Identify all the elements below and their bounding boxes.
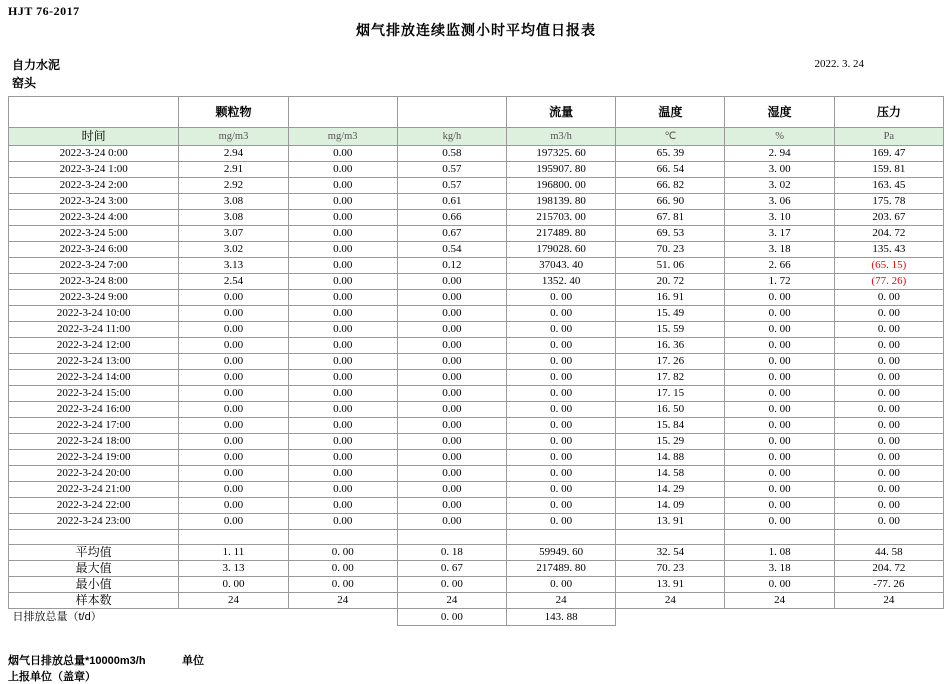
summary-value: 13. 91 xyxy=(616,577,725,593)
row-value: 0.00 xyxy=(179,370,288,386)
row-value: 198139. 80 xyxy=(507,194,616,210)
total-value xyxy=(725,609,834,626)
row-value: 0. 00 xyxy=(507,514,616,530)
row-value: 0. 00 xyxy=(725,370,834,386)
row-value: (65. 15) xyxy=(834,258,943,274)
row-value: 0.00 xyxy=(397,434,506,450)
row-value: 195907. 80 xyxy=(507,162,616,178)
row-time: 2022-3-24 22:00 xyxy=(9,498,179,514)
row-value: 0. 00 xyxy=(507,482,616,498)
row-value: 0.66 xyxy=(397,210,506,226)
summary-value: 24 xyxy=(397,593,506,609)
row-time: 2022-3-24 2:00 xyxy=(9,178,179,194)
unit-cell: kg/h xyxy=(397,128,506,146)
row-value: 0.00 xyxy=(288,306,397,322)
table-row xyxy=(9,354,944,370)
table-summary-row xyxy=(9,577,944,593)
row-value: 3.08 xyxy=(179,210,288,226)
group-header-cell: 湿度 xyxy=(725,97,834,128)
row-value: 169. 47 xyxy=(834,146,943,162)
row-value: 0.00 xyxy=(288,146,397,162)
table-row xyxy=(9,514,944,530)
row-value: 0.00 xyxy=(397,482,506,498)
table-row xyxy=(9,274,944,290)
unit-cell: m3/h xyxy=(507,128,616,146)
site-name: 窑头 xyxy=(12,76,37,90)
table-row xyxy=(9,178,944,194)
row-value: 0.00 xyxy=(288,194,397,210)
row-value: 0. 00 xyxy=(834,402,943,418)
row-value: 159. 81 xyxy=(834,162,943,178)
row-value: 15. 49 xyxy=(616,306,725,322)
row-value: 0.00 xyxy=(179,338,288,354)
group-header-cell: 流量 xyxy=(507,97,616,128)
group-header-cell xyxy=(288,97,397,128)
row-value: 14. 29 xyxy=(616,482,725,498)
row-value: 0.00 xyxy=(179,482,288,498)
table-row xyxy=(9,482,944,498)
row-value: 66. 90 xyxy=(616,194,725,210)
row-value: 37043. 40 xyxy=(507,258,616,274)
summary-value: 44. 58 xyxy=(834,545,943,561)
summary-value: 0. 67 xyxy=(397,561,506,577)
row-value: 0. 00 xyxy=(725,386,834,402)
table-row xyxy=(9,146,944,162)
row-value: 0. 00 xyxy=(725,466,834,482)
row-value: 0.00 xyxy=(397,274,506,290)
row-value: 0.57 xyxy=(397,162,506,178)
row-time: 2022-3-24 1:00 xyxy=(9,162,179,178)
row-value: 0. 00 xyxy=(507,386,616,402)
row-value: 0. 00 xyxy=(834,322,943,338)
emission-report-table xyxy=(8,96,944,626)
spacer-cell xyxy=(397,530,506,545)
row-value: 15. 84 xyxy=(616,418,725,434)
row-value: 0. 00 xyxy=(507,338,616,354)
row-value: 0.00 xyxy=(397,450,506,466)
total-value: 143. 88 xyxy=(507,609,616,626)
row-value: 0. 00 xyxy=(507,466,616,482)
row-value: 0. 00 xyxy=(725,402,834,418)
row-value: 0.00 xyxy=(397,386,506,402)
table-row xyxy=(9,450,944,466)
row-value: 0.00 xyxy=(397,322,506,338)
summary-value: 0. 00 xyxy=(725,577,834,593)
row-time: 2022-3-24 8:00 xyxy=(9,274,179,290)
row-value: 196800. 00 xyxy=(507,178,616,194)
row-value: 0.00 xyxy=(288,274,397,290)
row-time: 2022-3-24 13:00 xyxy=(9,354,179,370)
unit-cell: Pa xyxy=(834,128,943,146)
row-value: 17. 82 xyxy=(616,370,725,386)
row-value: 0.00 xyxy=(288,354,397,370)
row-value: 0.00 xyxy=(288,418,397,434)
row-value: 0.00 xyxy=(397,306,506,322)
row-value: 14. 58 xyxy=(616,466,725,482)
summary-value: 0. 00 xyxy=(179,577,288,593)
row-value: 3. 02 xyxy=(725,178,834,194)
row-value: 0. 00 xyxy=(834,514,943,530)
summary-value: 204. 72 xyxy=(834,561,943,577)
row-time: 2022-3-24 9:00 xyxy=(9,290,179,306)
row-value: 0.00 xyxy=(288,514,397,530)
row-value: 0. 00 xyxy=(834,418,943,434)
spacer-cell xyxy=(9,530,179,545)
summary-value: 3. 13 xyxy=(179,561,288,577)
table-row xyxy=(9,434,944,450)
summary-value: -77. 26 xyxy=(834,577,943,593)
row-value: 0.00 xyxy=(288,482,397,498)
total-value xyxy=(288,609,397,626)
row-value: 0. 00 xyxy=(507,290,616,306)
report-date: 2022. 3. 24 xyxy=(814,58,864,70)
row-value: 215703. 00 xyxy=(507,210,616,226)
row-value: 0.58 xyxy=(397,146,506,162)
row-value: 0. 00 xyxy=(834,482,943,498)
row-value: (77. 26) xyxy=(834,274,943,290)
row-value: 0.00 xyxy=(288,210,397,226)
row-time: 2022-3-24 11:00 xyxy=(9,322,179,338)
row-value: 135. 43 xyxy=(834,242,943,258)
row-time: 2022-3-24 0:00 xyxy=(9,146,179,162)
row-time: 2022-3-24 7:00 xyxy=(9,258,179,274)
row-value: 0.00 xyxy=(179,418,288,434)
row-value: 0.00 xyxy=(397,514,506,530)
table-row xyxy=(9,306,944,322)
row-value: 0. 00 xyxy=(834,370,943,386)
row-value: 13. 91 xyxy=(616,514,725,530)
row-value: 14. 09 xyxy=(616,498,725,514)
row-value: 2.91 xyxy=(179,162,288,178)
row-value: 67. 81 xyxy=(616,210,725,226)
summary-value: 0. 00 xyxy=(288,577,397,593)
row-value: 0.00 xyxy=(288,162,397,178)
row-value: 0.00 xyxy=(397,418,506,434)
row-time: 2022-3-24 17:00 xyxy=(9,418,179,434)
row-value: 3.13 xyxy=(179,258,288,274)
summary-value: 0. 00 xyxy=(288,545,397,561)
group-header-cell xyxy=(9,97,179,128)
row-value: 0.00 xyxy=(397,354,506,370)
row-value: 3. 18 xyxy=(725,242,834,258)
row-value: 0. 00 xyxy=(834,338,943,354)
row-value: 0.00 xyxy=(179,498,288,514)
row-value: 3. 00 xyxy=(725,162,834,178)
row-value: 0. 00 xyxy=(507,450,616,466)
summary-value: 1. 11 xyxy=(179,545,288,561)
row-value: 0.67 xyxy=(397,226,506,242)
summary-value: 24 xyxy=(507,593,616,609)
row-time: 2022-3-24 23:00 xyxy=(9,514,179,530)
row-value: 0. 00 xyxy=(725,322,834,338)
row-value: 0.00 xyxy=(179,290,288,306)
row-value: 1. 72 xyxy=(725,274,834,290)
row-value: 0. 00 xyxy=(834,386,943,402)
row-value: 0. 00 xyxy=(834,434,943,450)
row-time: 2022-3-24 6:00 xyxy=(9,242,179,258)
table-row xyxy=(9,322,944,338)
table-row xyxy=(9,418,944,434)
table-row xyxy=(9,226,944,242)
table-row xyxy=(9,386,944,402)
row-value: 0. 00 xyxy=(507,306,616,322)
table-row xyxy=(9,194,944,210)
summary-label: 样本数 xyxy=(9,593,179,609)
row-value: 3. 10 xyxy=(725,210,834,226)
table-row xyxy=(9,402,944,418)
row-value: 0.57 xyxy=(397,178,506,194)
row-value: 2.54 xyxy=(179,274,288,290)
unit-label: 单位 xyxy=(182,655,204,667)
total-value xyxy=(616,609,725,626)
row-value: 16. 36 xyxy=(616,338,725,354)
row-value: 0.00 xyxy=(397,370,506,386)
row-value: 0. 00 xyxy=(725,418,834,434)
summary-label: 平均值 xyxy=(9,545,179,561)
row-value: 0.00 xyxy=(288,290,397,306)
row-value: 17. 26 xyxy=(616,354,725,370)
row-value: 197325. 60 xyxy=(507,146,616,162)
table-row xyxy=(9,162,944,178)
row-value: 0. 00 xyxy=(725,306,834,322)
footer-notes xyxy=(8,652,146,684)
row-value: 0.00 xyxy=(288,402,397,418)
row-value: 2. 94 xyxy=(725,146,834,162)
summary-value: 217489. 80 xyxy=(507,561,616,577)
summary-value: 24 xyxy=(288,593,397,609)
row-time: 2022-3-24 20:00 xyxy=(9,466,179,482)
group-header-cell: 颗粒物 xyxy=(179,97,288,128)
row-value: 0.00 xyxy=(288,370,397,386)
row-time: 2022-3-24 18:00 xyxy=(9,434,179,450)
row-time: 2022-3-24 14:00 xyxy=(9,370,179,386)
row-value: 0.00 xyxy=(288,466,397,482)
row-value: 66. 82 xyxy=(616,178,725,194)
row-time: 2022-3-24 12:00 xyxy=(9,338,179,354)
row-value: 0. 00 xyxy=(834,466,943,482)
row-value: 20. 72 xyxy=(616,274,725,290)
row-value: 175. 78 xyxy=(834,194,943,210)
total-value: 0. 00 xyxy=(397,609,506,626)
table-row xyxy=(9,242,944,258)
row-value: 0.00 xyxy=(179,354,288,370)
row-value: 0. 00 xyxy=(834,498,943,514)
row-value: 16. 50 xyxy=(616,402,725,418)
row-value: 163. 45 xyxy=(834,178,943,194)
row-value: 0. 00 xyxy=(507,402,616,418)
summary-value: 0. 18 xyxy=(397,545,506,561)
row-value: 179028. 60 xyxy=(507,242,616,258)
spacer-cell xyxy=(179,530,288,545)
page-title: 烟气排放连续监测小时平均值日报表 xyxy=(356,22,596,38)
row-value: 3.02 xyxy=(179,242,288,258)
row-time: 2022-3-24 16:00 xyxy=(9,402,179,418)
emission-total-note: 烟气日排放总量*10000m3/h xyxy=(8,655,146,667)
row-value: 0.00 xyxy=(397,402,506,418)
summary-value: 24 xyxy=(179,593,288,609)
group-header-cell xyxy=(397,97,506,128)
report-unit-label: 上报单位（盖章） xyxy=(8,671,96,683)
time-column-header: 时间 xyxy=(9,128,179,146)
row-value: 51. 06 xyxy=(616,258,725,274)
total-value xyxy=(179,609,288,626)
row-value: 2.94 xyxy=(179,146,288,162)
standard-code: HJT 76-2017 xyxy=(8,4,80,18)
row-value: 0. 00 xyxy=(507,370,616,386)
table-summary-row xyxy=(9,545,944,561)
table-summary-row xyxy=(9,593,944,609)
table-row xyxy=(9,370,944,386)
table-row xyxy=(9,466,944,482)
table-unit-row xyxy=(9,128,944,146)
row-value: 69. 53 xyxy=(616,226,725,242)
row-value: 0.00 xyxy=(288,242,397,258)
table-row xyxy=(9,258,944,274)
row-value: 15. 29 xyxy=(616,434,725,450)
row-time: 2022-3-24 3:00 xyxy=(9,194,179,210)
row-value: 0.00 xyxy=(288,226,397,242)
row-value: 0. 00 xyxy=(725,482,834,498)
spacer-cell xyxy=(616,530,725,545)
row-value: 0.00 xyxy=(288,434,397,450)
summary-value: 32. 54 xyxy=(616,545,725,561)
summary-value: 24 xyxy=(616,593,725,609)
row-value: 0. 00 xyxy=(725,354,834,370)
row-value: 204. 72 xyxy=(834,226,943,242)
row-value: 0. 00 xyxy=(834,354,943,370)
row-value: 0. 00 xyxy=(507,418,616,434)
summary-value: 70. 23 xyxy=(616,561,725,577)
row-value: 0.00 xyxy=(179,322,288,338)
group-header-cell: 温度 xyxy=(616,97,725,128)
summary-value: 1. 08 xyxy=(725,545,834,561)
row-value: 217489. 80 xyxy=(507,226,616,242)
row-value: 0.00 xyxy=(288,498,397,514)
row-value: 0.00 xyxy=(179,450,288,466)
row-value: 0.00 xyxy=(397,338,506,354)
row-time: 2022-3-24 21:00 xyxy=(9,482,179,498)
unit-cell: mg/m3 xyxy=(179,128,288,146)
row-value: 0.00 xyxy=(397,498,506,514)
table-row xyxy=(9,210,944,226)
unit-cell: % xyxy=(725,128,834,146)
row-value: 0.12 xyxy=(397,258,506,274)
spacer-cell xyxy=(288,530,397,545)
summary-value: 24 xyxy=(725,593,834,609)
summary-value: 59949. 60 xyxy=(507,545,616,561)
row-value: 0. 00 xyxy=(834,306,943,322)
row-time: 2022-3-24 5:00 xyxy=(9,226,179,242)
table-row xyxy=(9,338,944,354)
row-value: 0.00 xyxy=(179,514,288,530)
row-value: 0.00 xyxy=(288,178,397,194)
table-row xyxy=(9,290,944,306)
row-value: 0. 00 xyxy=(834,450,943,466)
row-value: 66. 54 xyxy=(616,162,725,178)
row-value: 0.00 xyxy=(397,290,506,306)
row-time: 2022-3-24 19:00 xyxy=(9,450,179,466)
total-value xyxy=(834,609,943,626)
row-value: 0.00 xyxy=(288,338,397,354)
row-value: 3. 06 xyxy=(725,194,834,210)
row-value: 0.54 xyxy=(397,242,506,258)
row-value: 3.08 xyxy=(179,194,288,210)
row-value: 0.00 xyxy=(288,450,397,466)
table-spacer-row xyxy=(9,530,944,545)
row-value: 1352. 40 xyxy=(507,274,616,290)
row-value: 15. 59 xyxy=(616,322,725,338)
row-value: 0. 00 xyxy=(725,338,834,354)
row-value: 65. 39 xyxy=(616,146,725,162)
row-value: 0. 00 xyxy=(725,290,834,306)
spacer-cell xyxy=(834,530,943,545)
summary-value: 3. 18 xyxy=(725,561,834,577)
row-value: 0. 00 xyxy=(507,498,616,514)
row-value: 3.07 xyxy=(179,226,288,242)
row-value: 16. 91 xyxy=(616,290,725,306)
row-value: 0.00 xyxy=(179,434,288,450)
total-label: 日排放总量（t/d） xyxy=(12,611,102,624)
row-value: 0.61 xyxy=(397,194,506,210)
row-value: 0.00 xyxy=(288,258,397,274)
row-value: 0. 00 xyxy=(725,434,834,450)
row-value: 0.00 xyxy=(288,386,397,402)
row-value: 0. 00 xyxy=(725,514,834,530)
row-value: 0. 00 xyxy=(507,434,616,450)
row-value: 0. 00 xyxy=(507,322,616,338)
row-time: 2022-3-24 10:00 xyxy=(9,306,179,322)
row-value: 203. 67 xyxy=(834,210,943,226)
summary-label: 最大值 xyxy=(9,561,179,577)
row-time: 2022-3-24 15:00 xyxy=(9,386,179,402)
row-value: 0.00 xyxy=(179,306,288,322)
row-value: 0. 00 xyxy=(834,290,943,306)
table-summary-row xyxy=(9,561,944,577)
summary-value: 0. 00 xyxy=(507,577,616,593)
row-value: 0.00 xyxy=(288,322,397,338)
row-value: 2.92 xyxy=(179,178,288,194)
row-value: 14. 88 xyxy=(616,450,725,466)
group-header-cell: 压力 xyxy=(834,97,943,128)
summary-value: 24 xyxy=(834,593,943,609)
row-value: 3. 17 xyxy=(725,226,834,242)
row-value: 0.00 xyxy=(179,386,288,402)
table-total-row xyxy=(9,609,944,626)
table-row xyxy=(9,498,944,514)
row-value: 0.00 xyxy=(179,402,288,418)
spacer-cell xyxy=(507,530,616,545)
row-value: 17. 15 xyxy=(616,386,725,402)
unit-cell: mg/m3 xyxy=(288,128,397,146)
row-value: 0. 00 xyxy=(507,354,616,370)
row-value: 0. 00 xyxy=(725,498,834,514)
row-value: 70. 23 xyxy=(616,242,725,258)
summary-value: 0. 00 xyxy=(288,561,397,577)
summary-value: 0. 00 xyxy=(397,577,506,593)
summary-label: 最小值 xyxy=(9,577,179,593)
table-group-header-row xyxy=(9,97,944,128)
spacer-cell xyxy=(725,530,834,545)
row-value: 0.00 xyxy=(397,466,506,482)
unit-cell: ℃ xyxy=(616,128,725,146)
row-value: 0. 00 xyxy=(725,450,834,466)
row-value: 0.00 xyxy=(179,466,288,482)
company-name: 自力水泥 xyxy=(12,58,61,72)
row-value: 2. 66 xyxy=(725,258,834,274)
row-time: 2022-3-24 4:00 xyxy=(9,210,179,226)
